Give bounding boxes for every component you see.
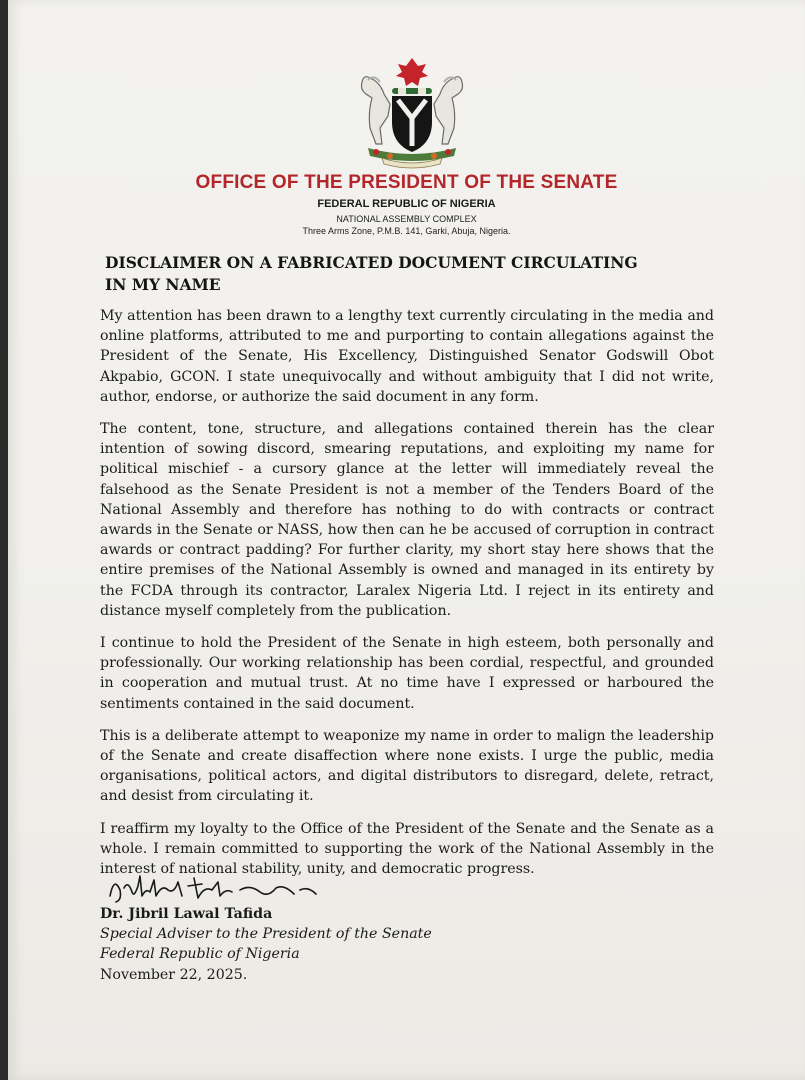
office-address: Three Arms Zone, P.M.B. 141, Garki, Abuja, Nigeria. bbox=[302, 226, 511, 236]
paragraph-4: This is a deliberate attempt to weaponize my name in order to malign the leadership of the Senate and create disaffection where none exists. I urge the public, media organisations, political actors, and digital distributors to disregard, delete, retract, and desist from circulating it. bbox=[100, 727, 714, 805]
heading-line-1: DISCLAIMER ON A FABRICATED DOCUMENT CIRCULATING bbox=[105, 253, 638, 272]
office-title: OFFICE OF THE PRESIDENT OF THE SENATE bbox=[195, 172, 618, 193]
letter-body bbox=[100, 306, 714, 891]
signatory-org: Federal Republic of Nigeria bbox=[100, 946, 300, 963]
coat-of-arms-icon bbox=[346, 52, 478, 170]
assembly-complex: NATIONAL ASSEMBLY COMPLEX bbox=[336, 214, 477, 224]
signatory-name: Dr. Jibril Lawal Tafida bbox=[100, 906, 273, 922]
paragraph-5: I reaffirm my loyalty to the Office of the President of the Senate and the Senate as a whole. I remain committed to supporting the work of the National Assembly in the interest of national stability, unity, and democratic progress. bbox=[100, 820, 714, 878]
paragraph-2: The content, tone, structure, and allegations contained therein has the clear intention of sowing discord, smearing reputations, and exploiting my name for political mischief - a cursory glance at the letter will immediately reveal the falsehood as the Senate President is not a member of the Tenders Board of the National Assembly and therefore has nothing to do with contracts or contract awards in the Senate or NASS, how then can he be accused of corruption in contract awards or contract padding? For further clarity, my short stay here shows that the entire premises of the National Assembly is owned and managed in its entirety by the FCDA through its contractor, Laralex Nigeria Ltd. I reject in its entirety and distance myself completely from the publication. bbox=[100, 421, 714, 619]
handwritten-signature bbox=[104, 866, 334, 908]
signatory-title: Special Adviser to the President of the Senate bbox=[100, 926, 432, 943]
signature-block bbox=[100, 904, 600, 985]
letter-page bbox=[8, 0, 805, 1080]
paragraph-3: I continue to hold the President of the Senate in high esteem, both personally and professionally. Our working relationship has been cordial, respectful, and grounded in cooperation and mutual trust. At no time have I expressed or harboured the sentiments contained in the said document. bbox=[100, 635, 714, 712]
letter-date: November 22, 2025. bbox=[100, 966, 248, 983]
heading-line-2: IN MY NAME bbox=[105, 275, 221, 294]
country-name: FEDERAL REPUBLIC OF NIGERIA bbox=[317, 198, 496, 210]
paragraph-1: My attention has been drawn to a lengthy text currently circulating in the media and online platforms, attributed to me and purporting to contain allegations against the President of the Senate, His Excellency, Distinguished Senator Godswill Obot Akpabio, GCON. I state unequivocally and without ambiguity that I did not write, author, endorse, or authorize the said document in any form. bbox=[100, 308, 714, 405]
document-heading bbox=[105, 252, 725, 296]
